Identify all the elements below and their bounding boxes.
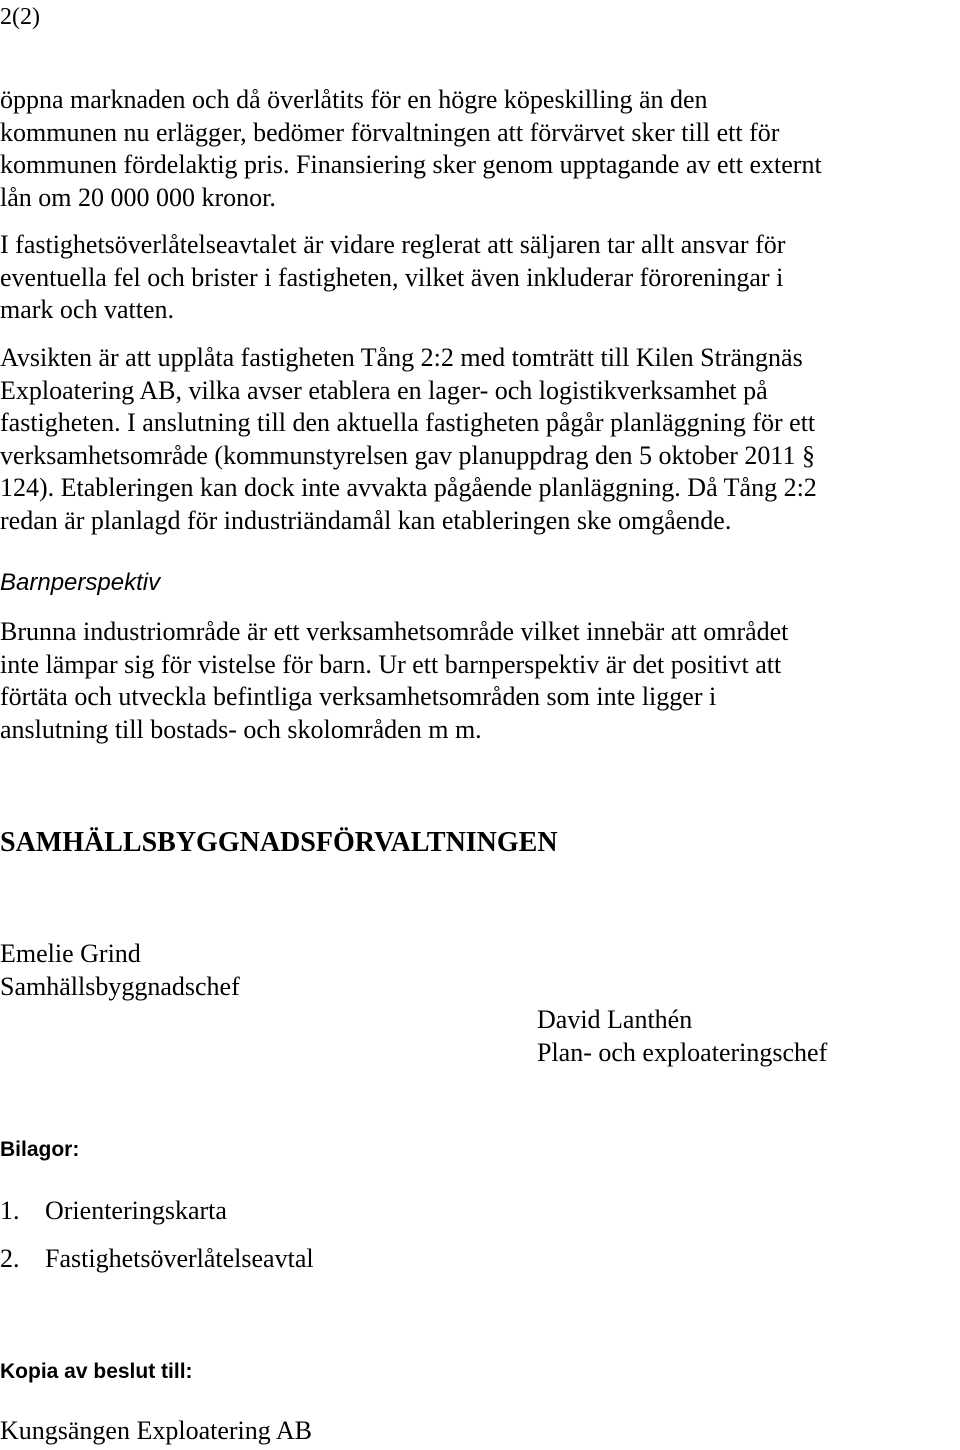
attachment-title: Fastighetsöverlåtelseavtal (45, 1244, 314, 1273)
attachment-title: Orienteringskarta (45, 1196, 227, 1225)
section-heading-child-perspective: Barnperspektiv (0, 569, 161, 596)
signature-block-right (537, 1003, 827, 1069)
attachment-number: 2. (0, 1244, 20, 1273)
organization-name: SAMHÄLLSBYGGNADSFÖRVALTNINGEN (0, 827, 558, 858)
attachment-number: 1. (0, 1196, 20, 1225)
signatory-title: Plan- och exploateringschef (537, 1038, 828, 1067)
page-number: 2(2) (0, 4, 40, 30)
copy-heading: Kopia av beslut till: (0, 1360, 193, 1383)
signatory-title: Samhällsbyggnadschef (0, 972, 240, 1001)
signature-block-left (0, 937, 240, 1003)
paragraph-site-leasehold-plan: Avsikten är att upplåta fastigheten Tång 2:2 med tomträtt till Kilen Strängnäs Exploatering AB, vilka avser etablera en lager- och logistikverksamhet på fastigheten. I anslutning till den aktuella fastigheten pågår planläggning för ett verksamhetsområde (kommunstyrelsen gav planuppdrag den 5 oktober 2011 § 124). Etableringen kan dock inte avvakta pågående planläggning. Då Tång 2:2 redan är planlagd för industriändamål kan etableringen ske omgående. (0, 343, 817, 535)
signatory-name: David Lanthén (537, 1005, 693, 1034)
paragraph-child-perspective: Brunna industriområde är ett verksamhetsområde vilket innebär att området inte lämpar sig för vistelse för barn. Ur ett barnperspektiv är det positivt att förtäta och utveckla befintliga verksamhetsområden som inte ligger i anslutning till bostads- och skolområden m m. (0, 617, 789, 744)
paragraph-acquisition-financing: öppna marknaden och då överlåtits för en högre köpeskilling än den kommunen nu erlägger, bedömer förvaltningen att förvärvet sker till ett för kommunen fördelaktig pris. Finansiering sker genom upptagande av ett externt lån om 20 000 000 kronor. (0, 85, 822, 212)
paragraph-seller-liability: I fastighetsöverlåtelseavtalet är vidare reglerat att säljaren tar allt ansvar för eventuella fel och brister i fastigheten, vilket även inkluderar föroreningar i mark och vatten. (0, 230, 786, 324)
copy-recipient: Kungsängen Exploatering AB (0, 1416, 312, 1445)
attachments-heading: Bilagor: (0, 1138, 80, 1161)
signatory-name: Emelie Grind (0, 939, 141, 968)
